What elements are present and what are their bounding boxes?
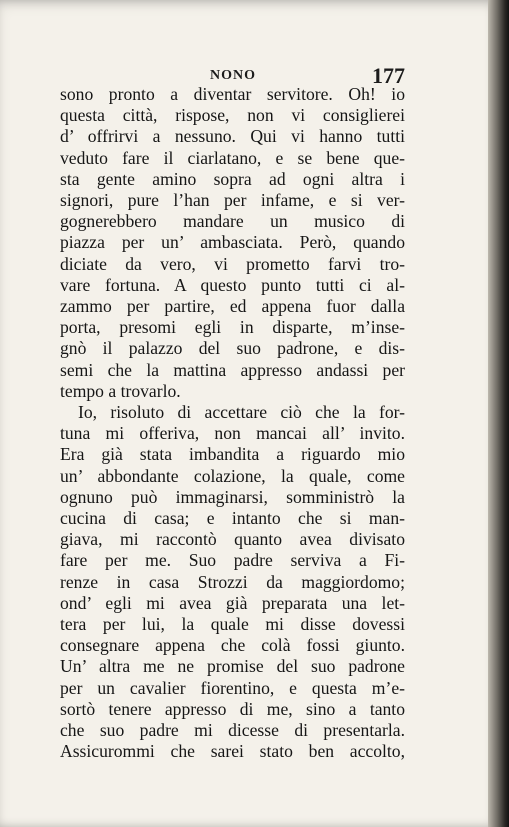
text-line: vare fortuna. A questo punto tutti ci al- [60, 274, 405, 295]
text-line: tera per lui, la quale mi disse dovessi [60, 614, 405, 635]
text-line: tempo a trovarlo. [60, 380, 181, 401]
text-line: Assicurommi che sarei stato ben accolto, [60, 741, 405, 762]
text-line: sta gente amino sopra ad ogni altra i [60, 168, 405, 189]
text-line: ognuno può immaginarsi, somministrò la [60, 486, 405, 507]
text-line: porta, presomi egli in disparte, m’inse- [60, 317, 405, 338]
text-line: ond’ egli mi avea già preparata una let- [60, 592, 405, 613]
text-line: zammo per partire, ed appena fuor dalla [60, 296, 405, 317]
text-line: gognerebbero mandare un musico di [60, 211, 405, 232]
page-number: 177 [372, 63, 405, 88]
text-line: semi che la mattina appresso andassi per [60, 359, 405, 380]
text-line: Io, risoluto di accettare ciò che la for- [78, 402, 405, 423]
text-line: Un’ altra me ne promise del suo padrone [60, 656, 405, 677]
text-line: un’ abbondante colazione, la quale, come [60, 465, 405, 486]
page-edge-shadow [488, 0, 509, 827]
text-line: tuna mi offeriva, non mancai all’ invito. [60, 423, 405, 444]
text-line: che suo padre mi dicesse di presentarla. [60, 720, 405, 741]
text-line: gnò il palazzo del suo padrone, e dis- [60, 338, 405, 359]
text-line: Era già stata imbandita a riguardo mio [60, 444, 405, 465]
text-line: questa città, rispose, non vi consiglierei [60, 105, 405, 126]
text-line: piazza per un’ ambasciata. Però, quando [60, 232, 405, 253]
text-line: d’ offrirvi a nessuno. Qui vi hanno tutti [60, 126, 405, 147]
text-line: fare per me. Suo padre serviva a Fi- [60, 550, 405, 571]
text-line: sortò tenere appresso di me, sino a tanto [60, 698, 405, 719]
text-line: renze in casa Strozzi da maggiordomo; [60, 571, 405, 592]
running-title: NONO [210, 68, 256, 83]
text-line: sono pronto a diventar servitore. Oh! io [60, 84, 405, 104]
text-line: cucina di casa; e intanto che si man- [60, 508, 405, 529]
text-line: per un cavalier fiorentino, e questa m’e- [60, 677, 405, 698]
text-line: giava, mi raccontò quanto avea divisato [60, 529, 405, 550]
text-line: signori, pure l’han per infame, e si ver- [60, 190, 405, 211]
body-text [60, 84, 405, 763]
text-line: consegnare appena che colà fossi giunto. [60, 635, 405, 656]
text-line: diciate da vero, vi prometto farvi tro- [60, 253, 405, 274]
text-line: veduto fare il ciarlatano, e se bene que- [60, 147, 405, 168]
